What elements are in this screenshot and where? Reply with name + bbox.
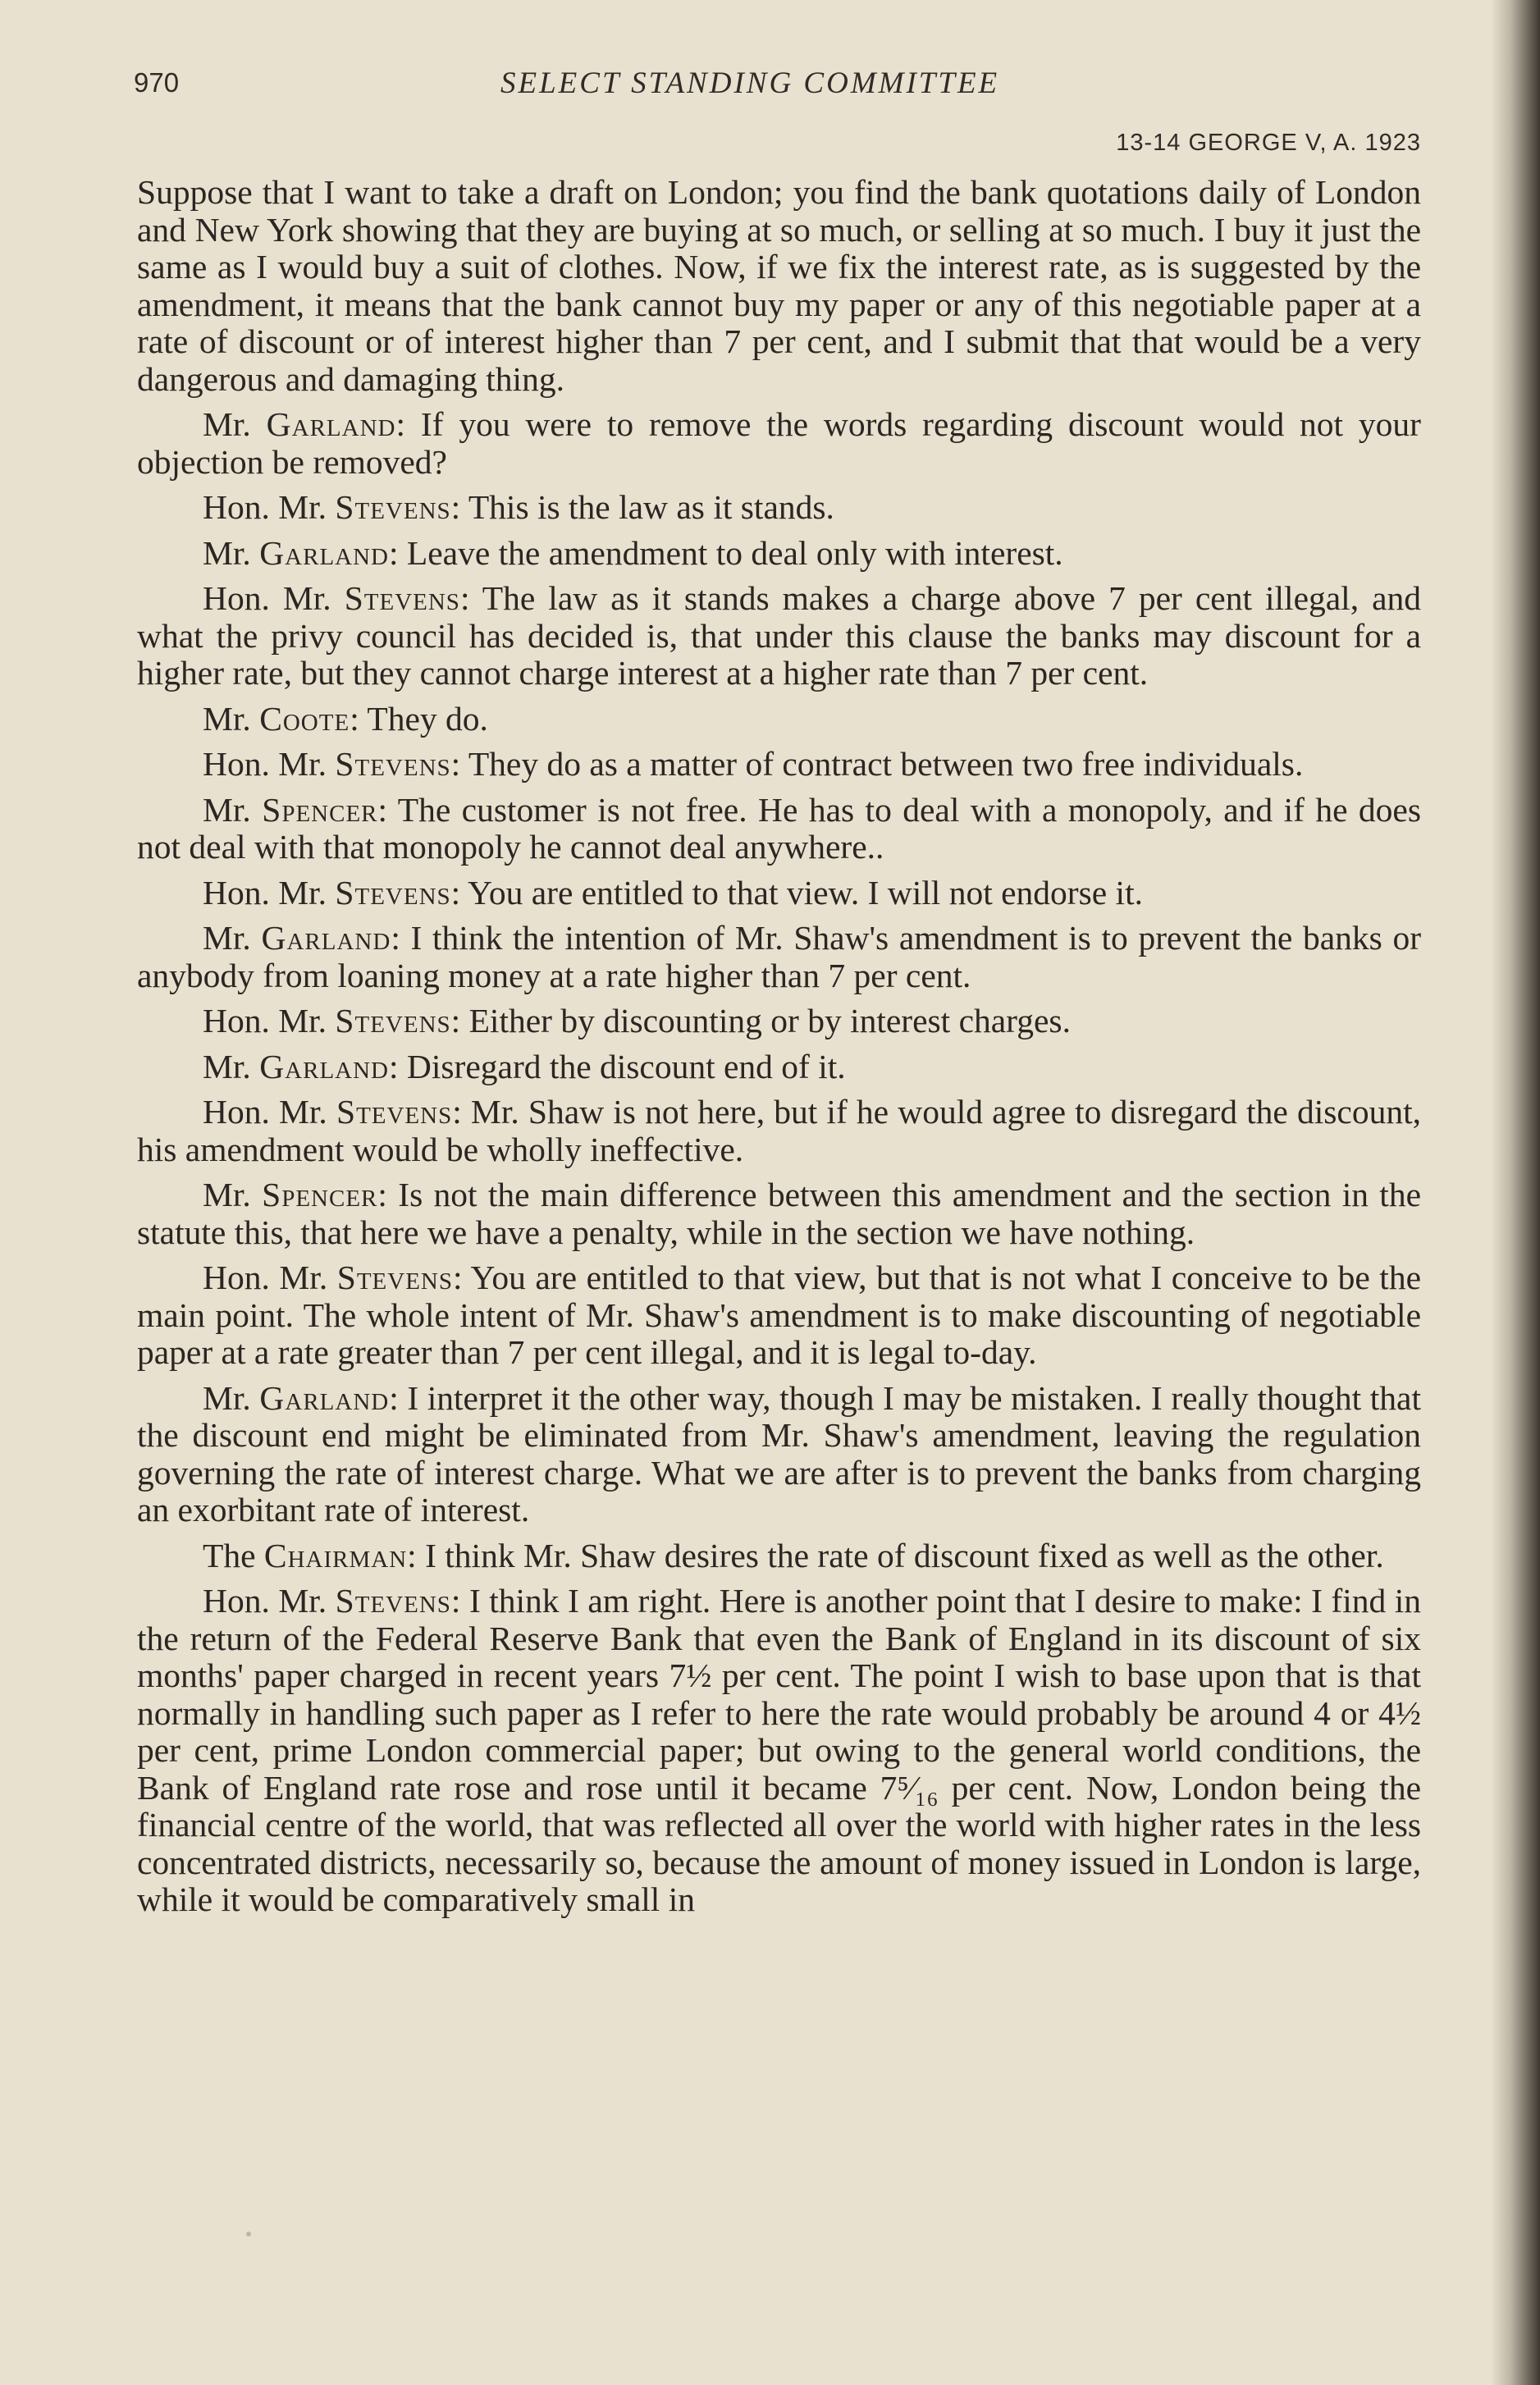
speaker-name: Garland: [259, 1047, 389, 1085]
paragraph-text: I think I am right. Here is another point that I desire to make: I find in the return of the Federal Reserve Bank that even the Bank of England in its discount of six months' paper charged in recent years 7½ per cent. The point I wish to base upon that is that normally in handling such paper as I refer to here the rate would probably be around 4 or 4½ per cent, prime London commercial paper; but owing to the general world conditions, the Bank of England rate rose and rose until it became 7⁵⁄₁₆ per cent. Now, London being the financial centre of the world, that was reflected all over the world with higher rates in the less concentrated districts, necessarily so, because the amount of money issued in London is large, while it would be comparatively small in: [137, 1582, 1422, 1918]
speaker-name: Spencer: [262, 790, 378, 829]
paragraph: Mr. Spencer: The customer is not free. He has to deal with a monopoly, and if he does not deal with that monopoly he cannot deal anywhere..: [137, 790, 1422, 866]
paragraph: [137, 174, 1421, 398]
speaker-name: Garland: [259, 533, 389, 572]
paragraph-text: They do.: [367, 699, 488, 738]
paragraph-text: Leave the amendment to deal only with interest.: [406, 533, 1063, 572]
paragraph-text: Is not the main difference between this amendment and the section in the statute this, that here we have a penalty, while in the section we have nothing.: [137, 1176, 1421, 1251]
speaker-prefix: Mr.: [203, 405, 251, 443]
paragraph: The Chairman: I think Mr. Shaw desires the rate of discount fixed as well as the other.: [203, 1536, 1384, 1574]
page-edge-shadow: [1491, 0, 1540, 2385]
paragraph: Hon. Mr. Stevens: This is the law as it stands.: [203, 488, 834, 526]
speaker-name: Chairman: [263, 1536, 408, 1574]
paragraph-text: You are entitled to that view, but that is not what I conceive to be the main point. The whole intent of Mr. Shaw's amendment is to make discounting of negotiable paper at a rate greater than 7 per cent illegal, and it is legal to-day.: [137, 1259, 1421, 1371]
speaker-name: Stevens: [336, 1093, 453, 1131]
speaker-prefix: Mr.: [203, 790, 251, 829]
speaker-prefix: Mr.: [203, 919, 251, 957]
speaker-prefix: Hon. Mr.: [203, 745, 327, 783]
speaker-name: Stevens: [335, 488, 451, 526]
paragraph: Mr. Coote: They do.: [203, 699, 488, 738]
speaker-prefix: Hon. Mr.: [203, 488, 327, 526]
paragraph-text: Suppose that I want to take a draft on London; you find the bank quotations daily of London and New York showing that they are buying at so much, or selling at so much. I buy it just the same as I would buy a suit of clothes. Now, if we fix the interest rate, as is suggested by the amendment, it means that the bank cannot buy my paper or any of this negotiable paper at a rate of discount or of interest higher than 7 per cent, and I submit that that would be a very dangerous and damaging thing.: [137, 173, 1421, 398]
paragraph: Hon. Mr. Stevens: Either by discounting or by interest charges.: [203, 1002, 1071, 1039]
speaker-prefix: Mr.: [203, 1047, 251, 1085]
speaker-prefix: Mr.: [203, 1378, 251, 1417]
paragraph-text: I think the intention of Mr. Shaw's amendment is to prevent the banks or anybody from loaning money at a rate higher than 7 per cent.: [137, 919, 1422, 994]
running-title: SELECT STANDING COMMITTEE: [500, 66, 1000, 100]
paper-blemish: [246, 2232, 251, 2237]
paragraph-text: This is the law as it stands.: [468, 488, 834, 526]
page-number: 970: [134, 67, 180, 98]
paragraph: Mr. Garland: I interpret it the other way, though I may be mistaken. I really thought that the discount end might be eliminated from Mr. Shaw's amendment, leaving the regulation governing the rate of interest charge. What we are after is to prevent the banks from charging an exorbitant rate of interest.: [137, 1378, 1422, 1528]
paragraph-text: I think Mr. Shaw desires the rate of discount fixed as well as the other.: [425, 1536, 1384, 1574]
speaker-prefix: Hon. Mr.: [203, 1093, 327, 1131]
paragraph-text: Either by discounting or by interest charges.: [468, 1002, 1071, 1039]
speaker-prefix: Hon. Mr.: [203, 873, 327, 912]
speaker-name: Stevens: [335, 745, 451, 783]
speaker-name: Stevens: [336, 1259, 453, 1296]
session-heading: 13-14 GEORGE V, A. 1923: [1116, 130, 1421, 156]
speaker-name: Garland: [261, 919, 391, 957]
speaker-name: Stevens: [335, 873, 451, 912]
paragraph: Hon. Mr. Stevens: The law as it stands makes a charge above 7 per cent illegal, and what the privy council has decided is, that under this clause the banks may discount for a higher rate, but they cannot charge interest at a higher rate than 7 per cent.: [137, 579, 1422, 692]
body-text: [137, 174, 1421, 1927]
paragraph: Hon. Mr. Stevens: I think I am right. Here is another point that I desire to make: I find in the return of the Federal Reserve Bank that even the Bank of England in its discount of six months' paper charged in recent years 7½ per cent. The point I wish to base upon that is that normally in handling such paper as I refer to here the rate would probably be around 4 or 4½ per cent, prime London commercial paper; but owing to the general world conditions, the Bank of England rate rose and rose until it became 7⁵⁄₁₆ per cent. Now, London being the financial centre of the world, that was reflected all over the world with higher rates in the less concentrated districts, necessarily so, because the amount of money issued in London is large, while it would be comparatively small in: [137, 1582, 1422, 1918]
paragraph: Hon. Mr. Stevens: Mr. Shaw is not here, but if he would agree to disregard the discount, his amendment would be wholly ineffective.: [137, 1093, 1422, 1168]
paragraph: Mr. Garland: If you were to remove the words regarding discount would not your objection be removed?: [137, 405, 1421, 481]
paragraph-text: I interpret it the other way, though I may be mistaken. I really thought that the discount end might be eliminated from Mr. Shaw's amendment, leaving the regulation governing the rate of interest charge. What we are after is to prevent the banks from charging an exorbitant rate of interest.: [137, 1378, 1422, 1528]
speaker-name: Stevens: [344, 579, 460, 617]
paragraph: Hon. Mr. Stevens: You are entitled to that view. I will not endorse it.: [203, 873, 1143, 912]
paragraph: Mr. Garland: Disregard the discount end of it.: [203, 1047, 846, 1085]
paragraph-text: If you were to remove the words regarding discount would not your objection be removed?: [137, 405, 1421, 481]
paragraph: Hon. Mr. Stevens: They do as a matter of contract between two free individuals.: [203, 745, 1304, 783]
speaker-prefix: Hon. Mr.: [203, 1582, 327, 1620]
speaker-name: Garland: [266, 405, 396, 443]
paragraph: Mr. Garland: I think the intention of Mr. Shaw's amendment is to prevent the banks or anybody from loaning money at a rate higher than 7 per cent.: [137, 919, 1422, 994]
speaker-name: Stevens: [335, 1002, 451, 1039]
paragraph: Mr. Spencer: Is not the main difference between this amendment and the section in the statute this, that here we have a penalty, while in the section we have nothing.: [137, 1176, 1421, 1251]
paragraph-text: Disregard the discount end of it.: [406, 1047, 846, 1085]
speaker-prefix: Hon. Mr.: [203, 579, 331, 617]
speaker-name: Stevens: [335, 1582, 451, 1620]
paragraph: Hon. Mr. Stevens: You are entitled to that view, but that is not what I conceive to be the main point. The whole intent of Mr. Shaw's amendment is to make discounting of negotiable paper at a rate greater than 7 per cent illegal, and it is legal to-day.: [137, 1259, 1421, 1371]
speaker-name: Coote: [259, 699, 350, 738]
paragraph: Mr. Garland: Leave the amendment to deal only with interest.: [203, 533, 1063, 572]
paragraph-text: The law as it stands makes a charge above 7 per cent illegal, and what the privy council has decided is, that under this clause the banks may discount for a higher rate, but they cannot charge interest at a higher rate than 7 per cent.: [137, 579, 1422, 692]
speaker-prefix: Mr.: [203, 1176, 251, 1213]
paragraph-text: The customer is not free. He has to deal with a monopoly, and if he does not deal with that monopoly he cannot deal anywhere..: [137, 790, 1422, 866]
paragraph-text: Mr. Shaw is not here, but if he would agree to disregard the discount, his amendment would be wholly ineffective.: [137, 1093, 1422, 1168]
speaker-prefix: Hon. Mr.: [203, 1002, 327, 1039]
speaker-name: Garland: [259, 1378, 390, 1417]
speaker-prefix: The: [203, 1536, 256, 1574]
paragraph-text: You are entitled to that view. I will not endorse it.: [468, 873, 1143, 912]
speaker-prefix: Mr.: [203, 699, 251, 738]
speaker-name: Spencer: [262, 1176, 378, 1213]
paragraph-text: They do as a matter of contract between two free individuals.: [468, 745, 1304, 783]
speaker-prefix: Mr.: [203, 533, 251, 572]
speaker-prefix: Hon. Mr.: [203, 1259, 328, 1296]
